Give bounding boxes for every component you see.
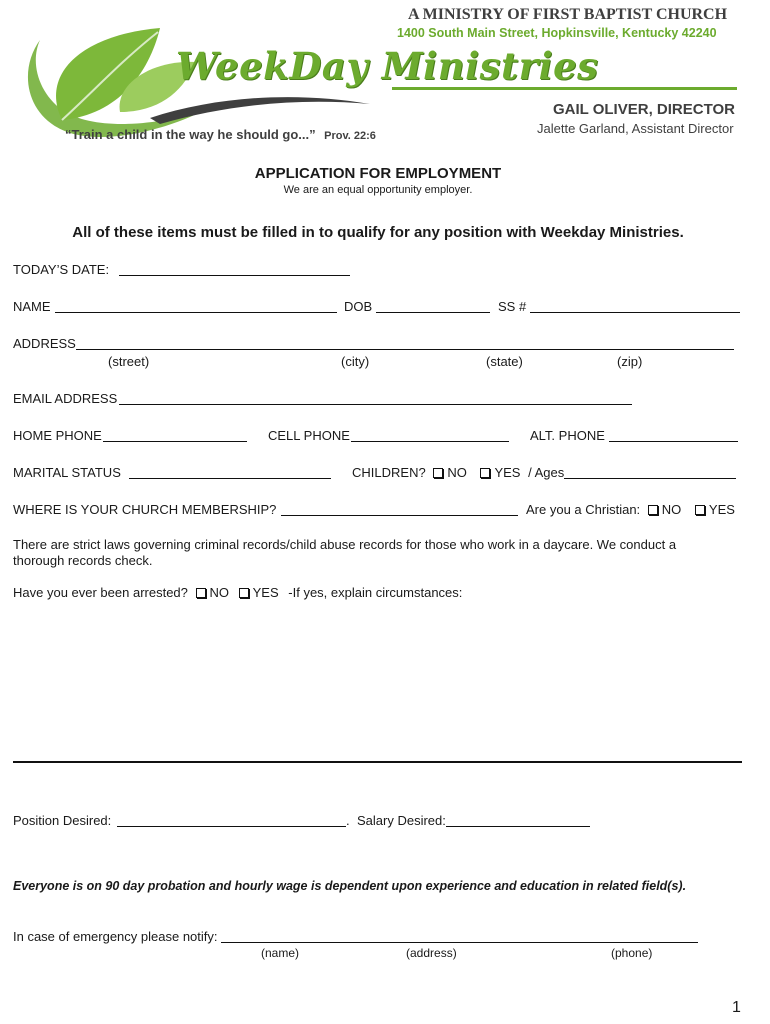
todays-date-label: TODAY’S DATE: xyxy=(13,262,110,277)
children-ages-field[interactable] xyxy=(564,465,736,479)
emergency-hint-name: (name) xyxy=(261,946,300,960)
position-desired-label: Position Desired: xyxy=(13,813,112,828)
home-phone-label: HOME PHONE xyxy=(13,428,102,443)
emergency-contact-field[interactable] xyxy=(221,929,698,943)
page-number: 1 xyxy=(732,999,741,1016)
address-hint-zip: (zip) xyxy=(617,354,643,369)
email-label: EMAIL ADDRESS xyxy=(13,391,118,406)
emergency-hint-phone: (phone) xyxy=(611,946,653,960)
tagline-quote: “Train a child in the way he should go...” xyxy=(65,127,316,142)
children-label: CHILDREN? xyxy=(352,465,426,480)
logo-wordmark: WeekDay Ministries xyxy=(176,44,599,88)
marital-status-field[interactable] xyxy=(129,465,331,479)
form-instruction: All of these items must be filled in to qualify for any position with Weekday Ministries. xyxy=(72,224,684,241)
salary-desired-field[interactable] xyxy=(446,813,590,827)
church-membership-label: WHERE IS YOUR CHURCH MEMBERSHIP? xyxy=(13,502,277,517)
children-yes-checkbox[interactable] xyxy=(480,468,490,478)
form-subtitle: We are an equal opportunity employer. xyxy=(283,184,473,196)
arrested-no-checkbox[interactable] xyxy=(196,588,206,598)
emergency-contact-label: In case of emergency please notify: xyxy=(13,929,218,944)
ss-field[interactable] xyxy=(530,299,740,313)
cell-phone-field[interactable] xyxy=(351,428,509,442)
arrested-question xyxy=(13,585,462,601)
christian-yes-checkbox[interactable] xyxy=(695,505,705,515)
children-no-checkbox[interactable] xyxy=(433,468,443,478)
christian-no-checkbox[interactable] xyxy=(648,505,658,515)
arrested-yes-label: YES xyxy=(252,585,279,600)
position-desired-field[interactable] xyxy=(117,813,346,827)
emergency-hint-address: (address) xyxy=(406,946,457,960)
criminal-records-notice-line1: There are strict laws governing criminal records/child abuse records for those who work in a daycare. We conduct a xyxy=(13,537,677,552)
arrested-explain-label: -If yes, explain circumstances: xyxy=(288,585,463,600)
alt-phone-field[interactable] xyxy=(609,428,738,442)
church-membership-field[interactable] xyxy=(281,502,518,516)
tagline-ref: Prov. 22:6 xyxy=(324,130,376,142)
email-field[interactable] xyxy=(119,391,632,405)
criminal-records-notice-line2: thorough records check. xyxy=(13,553,153,568)
home-phone-field[interactable] xyxy=(103,428,247,442)
name-label: NAME xyxy=(13,299,51,314)
christian-yes-label: YES xyxy=(708,502,735,517)
arrested-explanation-area[interactable] xyxy=(13,605,742,760)
director-name: GAIL OLIVER, DIRECTOR xyxy=(553,101,735,118)
address-hint-street: (street) xyxy=(108,354,150,369)
arrested-no-label: NO xyxy=(209,585,230,600)
ministry-line: A MINISTRY OF FIRST BAPTIST CHURCH xyxy=(408,6,728,23)
arrested-label: Have you ever been arrested? xyxy=(13,585,188,600)
salary-desired-label: Salary Desired: xyxy=(357,813,446,828)
position-period: . xyxy=(346,813,350,828)
arrested-yes-checkbox[interactable] xyxy=(239,588,249,598)
probation-notice: Everyone is on 90 day probation and hourly wage is dependent upon experience and education in related field(s). xyxy=(13,879,687,893)
ss-label: SS # xyxy=(498,299,527,314)
address-hint-city: (city) xyxy=(341,354,370,369)
explanation-divider xyxy=(13,761,742,763)
christian-no-label: NO xyxy=(661,502,682,517)
church-address-line: 1400 South Main Street, Hopkinsville, Kentucky 42240 xyxy=(397,26,717,40)
address-hint-state: (state) xyxy=(486,354,523,369)
assistant-director-name: Jalette Garland, Assistant Director xyxy=(537,121,734,136)
address-field[interactable] xyxy=(76,336,734,350)
christian-question xyxy=(526,502,735,518)
alt-phone-label: ALT. PHONE xyxy=(530,428,605,443)
dob-field[interactable] xyxy=(376,299,490,313)
children-yes-label: YES xyxy=(494,465,521,480)
tagline xyxy=(65,126,376,144)
children-question xyxy=(352,465,564,481)
form-title: APPLICATION FOR EMPLOYMENT xyxy=(254,165,502,182)
ages-label: / Ages xyxy=(528,465,565,480)
marital-status-label: MARITAL STATUS xyxy=(13,465,121,480)
name-field[interactable] xyxy=(55,299,337,313)
dob-label: DOB xyxy=(344,299,373,314)
christian-label: Are you a Christian: xyxy=(526,502,641,517)
address-label: ADDRESS xyxy=(13,336,76,351)
todays-date-field[interactable] xyxy=(119,262,350,276)
cell-phone-label: CELL PHONE xyxy=(268,428,350,443)
logo-dark-swoosh xyxy=(150,97,370,124)
children-no-label: NO xyxy=(447,465,467,480)
